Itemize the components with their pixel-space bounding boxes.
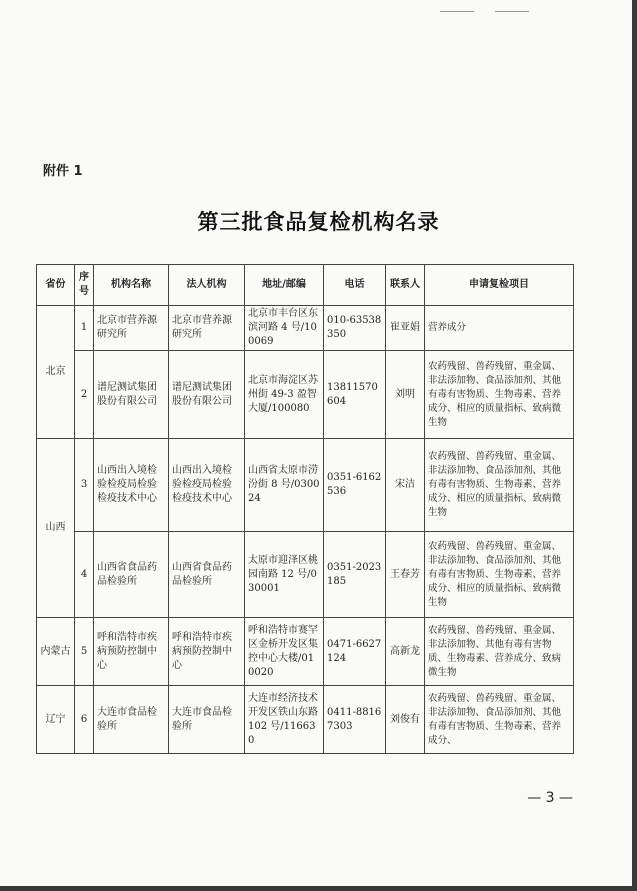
scan-mark (440, 11, 474, 12)
institution-name: 北京市营养源研究所 (94, 306, 169, 351)
scan-mark (495, 11, 529, 12)
table-row (37, 686, 574, 754)
inspection-items: 农药残留、兽药残留、重金属、非法添加物、食品添加剂、其他有毒有害物质、生物毒素、营养成分、相应的质量指标、致病微生物 (425, 532, 574, 618)
contact: 高新龙 (386, 618, 425, 686)
province-cell: 辽宁 (37, 686, 75, 754)
contact: 崔亚娟 (386, 306, 425, 351)
page-title: 第三批食品复检机构名录 (197, 209, 440, 234)
inspection-items: 农药残留、兽药残留、重金属、非法添加物、食品添加剂、其他有毒有害物质、生物毒素、营养成分、 (425, 686, 574, 754)
row-number: 1 (75, 306, 94, 351)
phone: 13811570604 (324, 351, 386, 439)
address: 呼和浩特市赛罕区金桥开发区集控中心大楼/010020 (245, 618, 324, 686)
contact: 王春芳 (386, 532, 425, 618)
row-number: 2 (75, 351, 94, 439)
phone: 0471-6627124 (324, 618, 386, 686)
header-institution-name: 机构名称 (94, 265, 169, 306)
phone: 0351-6162536 (324, 439, 386, 532)
page-number: — 3 — (527, 790, 573, 806)
contact: 刘明 (386, 351, 425, 439)
header-province: 省份 (37, 265, 75, 306)
institution-name: 呼和浩特市疾病预防控制中心 (94, 618, 169, 686)
table-row (37, 351, 574, 439)
inspection-items: 农药残留、兽药残留、重金属、非法添加物、食品添加剂、其他有毒有害物质、生物毒素、营养成分、相应的质量指标、致病微生物 (425, 351, 574, 439)
header-phone: 电话 (324, 265, 386, 306)
inspection-items: 营养成分 (425, 306, 574, 351)
legal-entity: 山西省食品药品检验所 (169, 532, 245, 618)
attachment-label: 附件 1 (43, 164, 83, 179)
contact: 宋洁 (386, 439, 425, 532)
header-contact: 联系人 (386, 265, 425, 306)
header-items: 申请复检项目 (425, 265, 574, 306)
table-row (37, 439, 574, 532)
table-row (37, 306, 574, 351)
phone: 010-63538350 (324, 306, 386, 351)
row-number: 3 (75, 439, 94, 532)
legal-entity: 山西出入境检验检疫局检验检疫技术中心 (169, 439, 245, 532)
inspection-items: 农药残留、兽药残留、重金属、非法添加物、其他有毒有害物质、生物毒素、营养成分、致病微生物 (425, 618, 574, 686)
table-header-row (37, 265, 574, 306)
legal-entity: 北京市营养源研究所 (169, 306, 245, 351)
table-row (37, 532, 574, 618)
address: 北京市海淀区苏州街 49-3 盈智大厦/100080 (245, 351, 324, 439)
header-legal-entity: 法人机构 (169, 265, 245, 306)
province-cell: 山西 (37, 439, 75, 618)
row-number: 4 (75, 532, 94, 618)
legal-entity: 谱尼测试集团股份有限公司 (169, 351, 245, 439)
address: 太原市迎泽区桃园南路 12 号/030001 (245, 532, 324, 618)
header-address: 地址/邮编 (245, 265, 324, 306)
address: 大连市经济技术开发区铁山东路 102 号/116630 (245, 686, 324, 754)
institution-name: 山西出入境检验检疫局检验检疫技术中心 (94, 439, 169, 532)
address: 北京市丰台区东滨河路 4 号/100069 (245, 306, 324, 351)
contact: 刘俊有 (386, 686, 425, 754)
row-number: 5 (75, 618, 94, 686)
phone: 0351-2023185 (324, 532, 386, 618)
header-number: 序号 (75, 265, 94, 306)
table-row (37, 618, 574, 686)
institution-name: 大连市食品检验所 (94, 686, 169, 754)
legal-entity: 呼和浩特市疾病预防控制中心 (169, 618, 245, 686)
inspection-items: 农药残留、兽药残留、重金属、非法添加物、食品添加剂、其他有毒有害物质、生物毒素、营养成分、相应的质量指标、致病微生物 (425, 439, 574, 532)
legal-entity: 大连市食品检验所 (169, 686, 245, 754)
row-number: 6 (75, 686, 94, 754)
institution-table (36, 264, 574, 754)
phone: 0411-88167303 (324, 686, 386, 754)
province-cell: 北京 (37, 306, 75, 439)
province-cell: 内蒙古 (37, 618, 75, 686)
scan-border-right (632, 0, 637, 891)
scan-border-bottom (0, 886, 637, 891)
address: 山西省太原市涝汾街 8 号/030024 (245, 439, 324, 532)
institution-name: 谱尼测试集团股份有限公司 (94, 351, 169, 439)
institution-name: 山西省食品药品检验所 (94, 532, 169, 618)
